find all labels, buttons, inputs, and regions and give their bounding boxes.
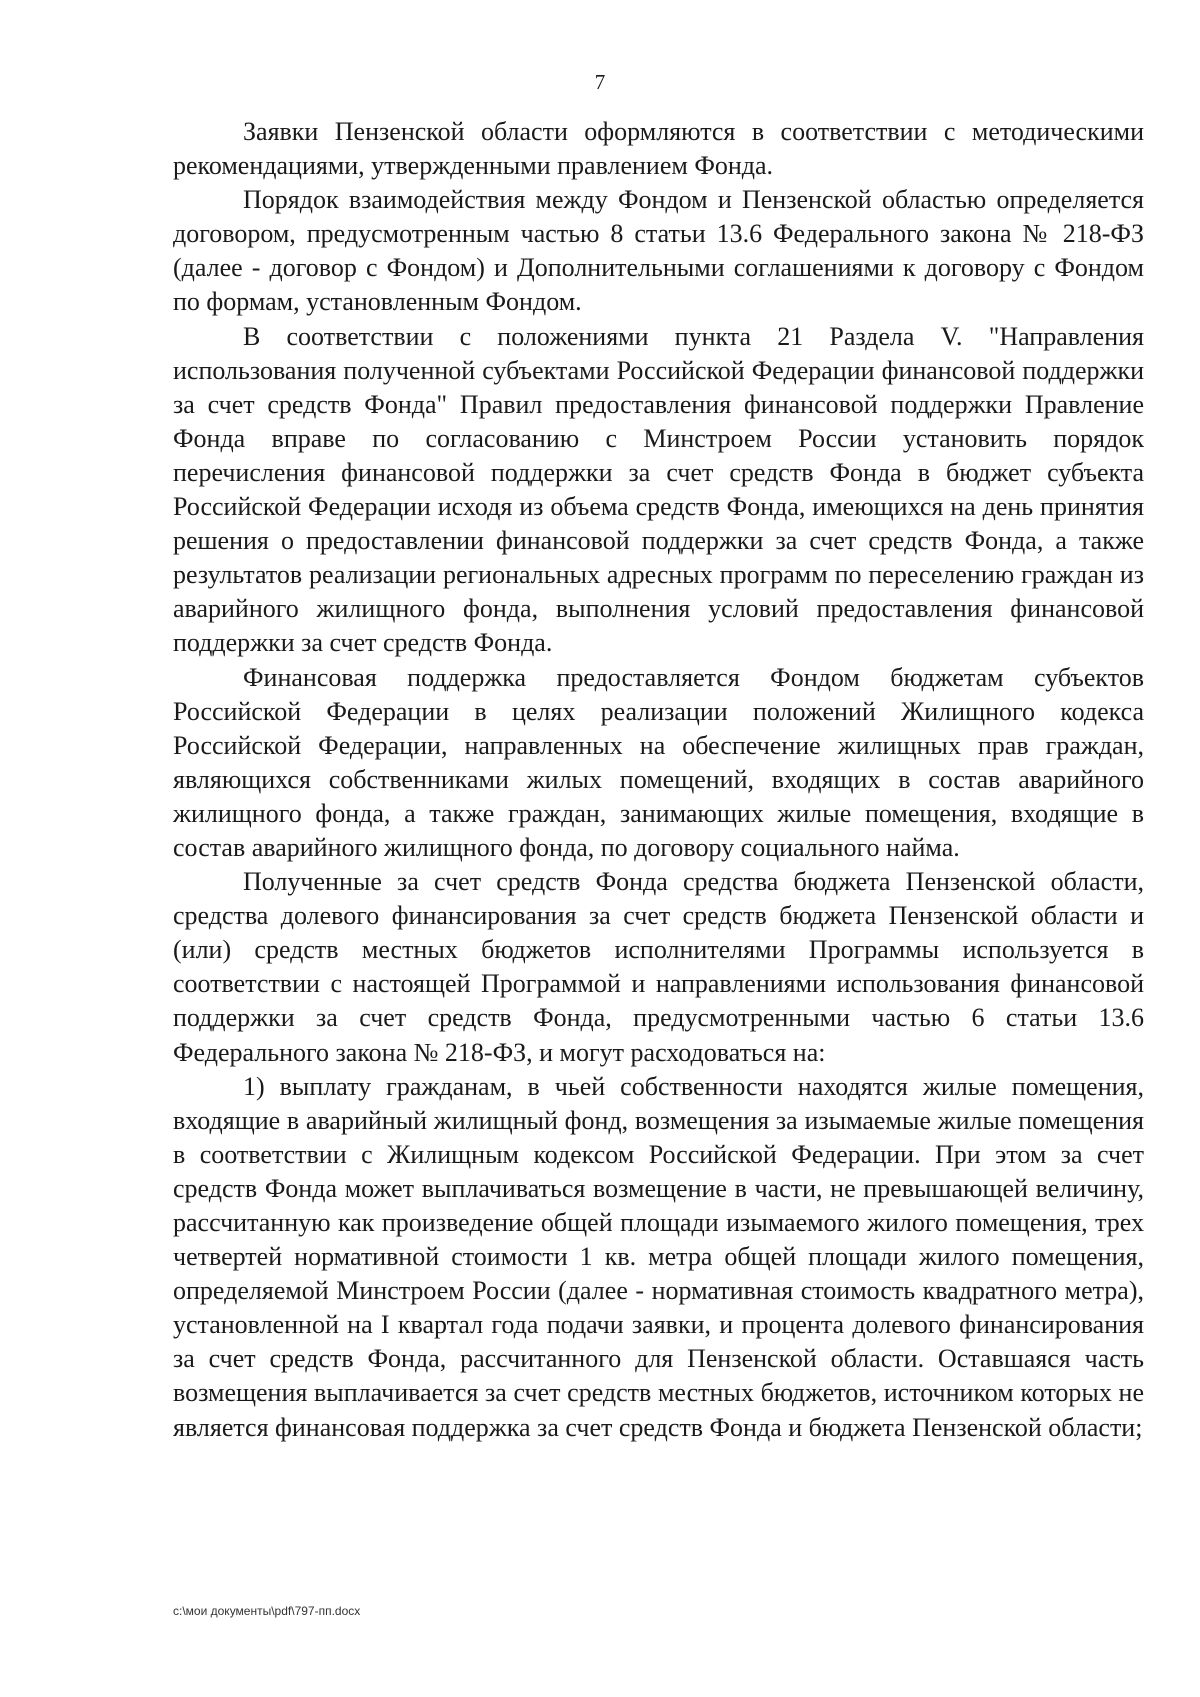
paragraph-funds-usage: Полученные за счет средств Фонда средства бюджета Пензенской области, средства долевого финансирования за счет средств бюджета Пензенской области и (или) средств местных бюджетов исполнителями Программы используется в соответствии с настоящей Программой и направлениями использования финансовой поддержки за счет средств Фонда, предусмотренными частью 6 статьи 13.6 Федерального закона № 218-ФЗ, и могут расходоваться на:	[173, 867, 1144, 1067]
paragraph-financial-support: Финансовая поддержка предоставляется Фондом бюджетам субъектов Российской Федерации в целях реализации положений Жилищного кодекса Российской Федерации, направленных на обеспечение жилищных прав граждан, являющихся собственниками жилых помещений, входящих в состав аварийного жилищного фонда, а также граждан, занимающих жилые помещения, входящие в состав аварийного жилищного фонда, по договору социального найма.	[173, 662, 1144, 862]
paragraph-applications: Заявки Пензенской области оформляются в соответствии с методическими рекомендациями, утвержденными правлением Фонда.	[173, 117, 1144, 181]
paragraph-list-item-1: 1) выплату гражданам, в чьей собственности находятся жилые помещения, входящие в аварийный жилищный фонд, возмещения за изымаемые жилые помещения в соответствии с Жилищным кодексом Российской Федерации. При этом за счет средств Фонда может выплачиваться возмещение в части, не превышающей величину, рассчитанную как произведение общей площади изымаемого жилого помещения, трех четвертей нормативной стоимости 1 кв. метра общей площади жилого помещения, определяемой Минстроем России (далее - нормативная стоимость квадратного метра), установленной на I квартал года подачи заявки, и процента долевого финансирования за счет средств Фонда, рассчитанного для Пензенской области. Оставшаяся часть возмещения выплачивается за счет средств местных бюджетов, источником которых не является финансовая поддержка за счет средств Фонда и бюджета Пензенской области;	[173, 1071, 1144, 1442]
paragraph-interaction-procedure: Порядок взаимодействия между Фондом и Пензенской областью определяется договором, предусмотренным частью 8 статьи 13.6 Федерального закона № 218-ФЗ (далее - договор с Фондом) и Дополнительными соглашениями к договору с Фондом по формам, установленным Фондом.	[173, 185, 1144, 317]
document-body	[173, 115, 1144, 1445]
page-number: 7	[594, 70, 606, 94]
footer-file-path: c:\мои документы\pdf\797-пп.docx	[173, 1604, 361, 1618]
paragraph-funding-transfer-order: В соответствии с положениями пункта 21 Раздела V. "Направления использования полученной субъектами Российской Федерации финансовой поддержки за счет средств Фонда" Правил предоставления финансовой поддержки Правление Фонда вправе по согласованию с Минстроем России установить порядок перечисления финансовой поддержки за счет средств Фонда в бюджет субъекта Российской Федерации исходя из объема средств Фонда, имеющихся на день принятия решения о предоставлении финансовой поддержки за счет средств Фонда, а также результатов реализации региональных адресных программ по переселению граждан из аварийного жилищного фонда, выполнения условий предоставления финансовой поддержки за счет средств Фонда.	[173, 321, 1144, 658]
